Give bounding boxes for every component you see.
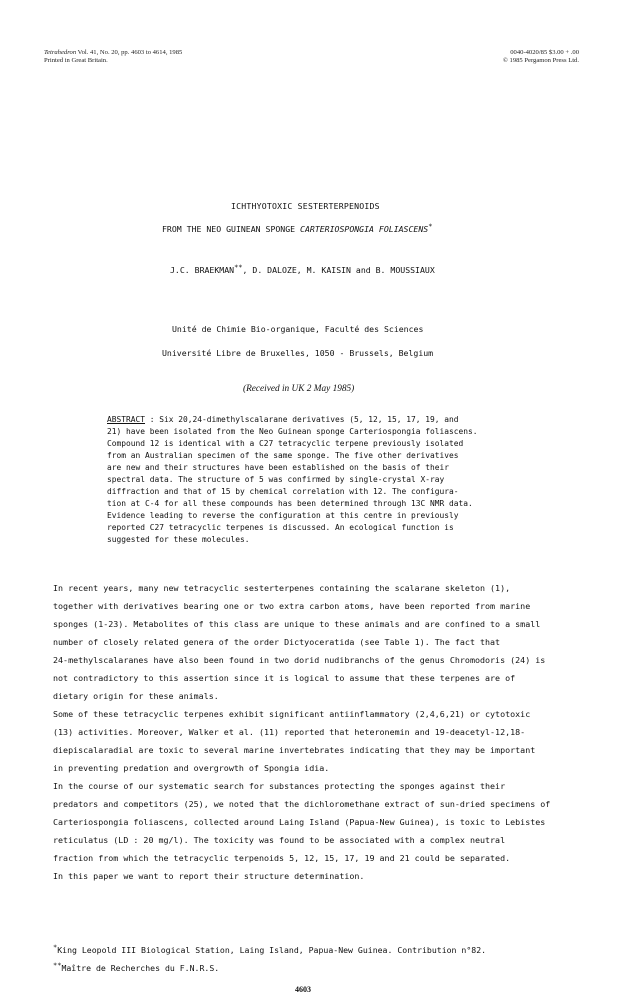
price-line: 0040-4020/85 $3.00 + .00 (510, 49, 579, 56)
body-line-15: reticulatus (LD : 20 mg/l). The toxicity was found to be associated with a complex neutral (53, 835, 506, 845)
title-species: CARTERIOSPONGIA FOLIASCENS (300, 224, 429, 234)
footnote-1 (53, 944, 486, 957)
abstract-line-5: are new and their structures have been established on the basis of their (107, 463, 450, 472)
article-title-line1: ICHTHYOTOXIC SESTERTERPENOIDS (231, 201, 380, 211)
page-number: 4603 (295, 985, 311, 994)
footnote-1-mark: * (53, 943, 58, 952)
abstract-line-11: suggested for these molecules. (107, 535, 250, 544)
abstract-line-2: 21) have been isolated from the Neo Guinean sponge Carteriospongia foliascens. (107, 427, 478, 436)
body-line-3: sponges (1-23). Metabolites of this class are unique to these animals and are confined to a small (53, 619, 541, 629)
body-line-4: number of closely related genera of the order Dictyoceratida (see Table 1). The fact that (53, 637, 501, 647)
citation-text: Vol. 41, No. 20, pp. 4603 to 4614, 1985 (77, 49, 183, 56)
copyright-line: © 1985 Pergamon Press Ltd. (502, 57, 579, 64)
body-line-17: In this paper we want to report their structure determination. (53, 871, 365, 881)
body-line-6: not contradictory to this assertion since it is logical to assume that these terpenes are of (53, 673, 516, 683)
body-line-7: dietary origin for these animals. (53, 691, 219, 701)
body-line-9: (13) activities. Moreover, Walker et al. (11) reported that heteronemin and 19-deacetyl-12,18- (53, 727, 526, 737)
abstract-line-7: diffraction and that of 15 by chemical correlation with 12. The configura- (107, 487, 459, 496)
body-line-12: In the course of our systematic search for substances protecting the sponges against their (53, 781, 506, 791)
article-title-line2 (162, 223, 432, 236)
body-line-2: together with derivatives bearing one or two extra carbon atoms, have been reported from marine (53, 601, 531, 611)
affiliation-line2: Université Libre de Bruxelles, 1050 - Brussels, Belgium (162, 348, 434, 358)
footnote-2-mark: ** (53, 961, 62, 970)
body-line-5: 24-methylscalaranes have also been found in two dorid nudibranchs of the genus Chromodoris (24) is (53, 655, 546, 665)
abstract-line-9: Evidence leading to reverse the configuration at this centre in previously (107, 511, 459, 520)
title-footnote-mark: * (428, 222, 433, 231)
author-rest: , D. DALOZE, M. KAISIN and B. MOUSSIAUX (242, 265, 435, 275)
abstract-line-1: ABSTRACT : Six 20,24-dimethylscalarane derivatives (5, 12, 15, 17, 19, and (107, 415, 459, 424)
abstract-line-8: tion at C-4 for all these compounds has been determined through 13C NMR data. (107, 499, 473, 508)
footnote-2 (53, 962, 219, 975)
body-line-8: Some of these tetracyclic terpenes exhibit significant antiinflammatory (2,4,6,21) or cytotoxic (53, 709, 531, 719)
journal-name: Tetrahedron (44, 49, 77, 56)
abstract-line-6: spectral data. The structure of 5 was confirmed by single-crystal X-ray (107, 475, 445, 484)
body-line-1: In recent years, many new tetracyclic sesterterpenes containing the scalarane skeleton (1), (53, 583, 511, 593)
footnote-1-text: King Leopold III Biological Station, Laing Island, Papua-New Guinea. Contribution n°82. (57, 945, 487, 955)
abstract-label: ABSTRACT (107, 415, 146, 424)
body-line-13: predators and competitors (25), we noted that the dichloromethane extract of sun-dried specimens of (53, 799, 551, 809)
title-prefix: FROM THE NEO GUINEAN SPONGE (162, 224, 301, 234)
body-line-16: fraction from which the tetracyclic terpenoids 5, 12, 15, 17, 19 and 21 could be separated. (53, 853, 511, 863)
journal-citation (44, 49, 182, 57)
footnote-2-text: Maître de Recherches du F.N.R.S. (61, 963, 220, 973)
abstract-line-10: reported C27 tetracyclic terpenes is discussed. An ecological function is (107, 523, 454, 532)
received-date: (Received in UK 2 May 1985) (243, 384, 355, 394)
body-line-11: in preventing predation and overgrowth of Spongia idia. (53, 763, 330, 773)
author-footnote-mark: ** (234, 263, 243, 272)
abstract-line-3: Compound 12 is identical with a C27 tetracyclic terpene previously isolated (107, 439, 464, 448)
author-first: J.C. BRAEKMAN (170, 265, 235, 275)
body-line-10: diepiscalaradial are toxic to several marine invertebrates indicating that they may be important (53, 745, 536, 755)
affiliation-line1: Unité de Chimie Bio-organique, Faculté des Sciences (172, 324, 424, 334)
printed-line: Printed in Great Britain. (44, 57, 108, 64)
abstract-line-4: from an Australian specimen of the same sponge. The five other derivatives (107, 451, 459, 460)
author-list (170, 264, 435, 277)
body-line-14: Carteriospongia foliascens, collected around Laing Island (Papua-New Guinea), is toxic to Lebistes (53, 817, 546, 827)
